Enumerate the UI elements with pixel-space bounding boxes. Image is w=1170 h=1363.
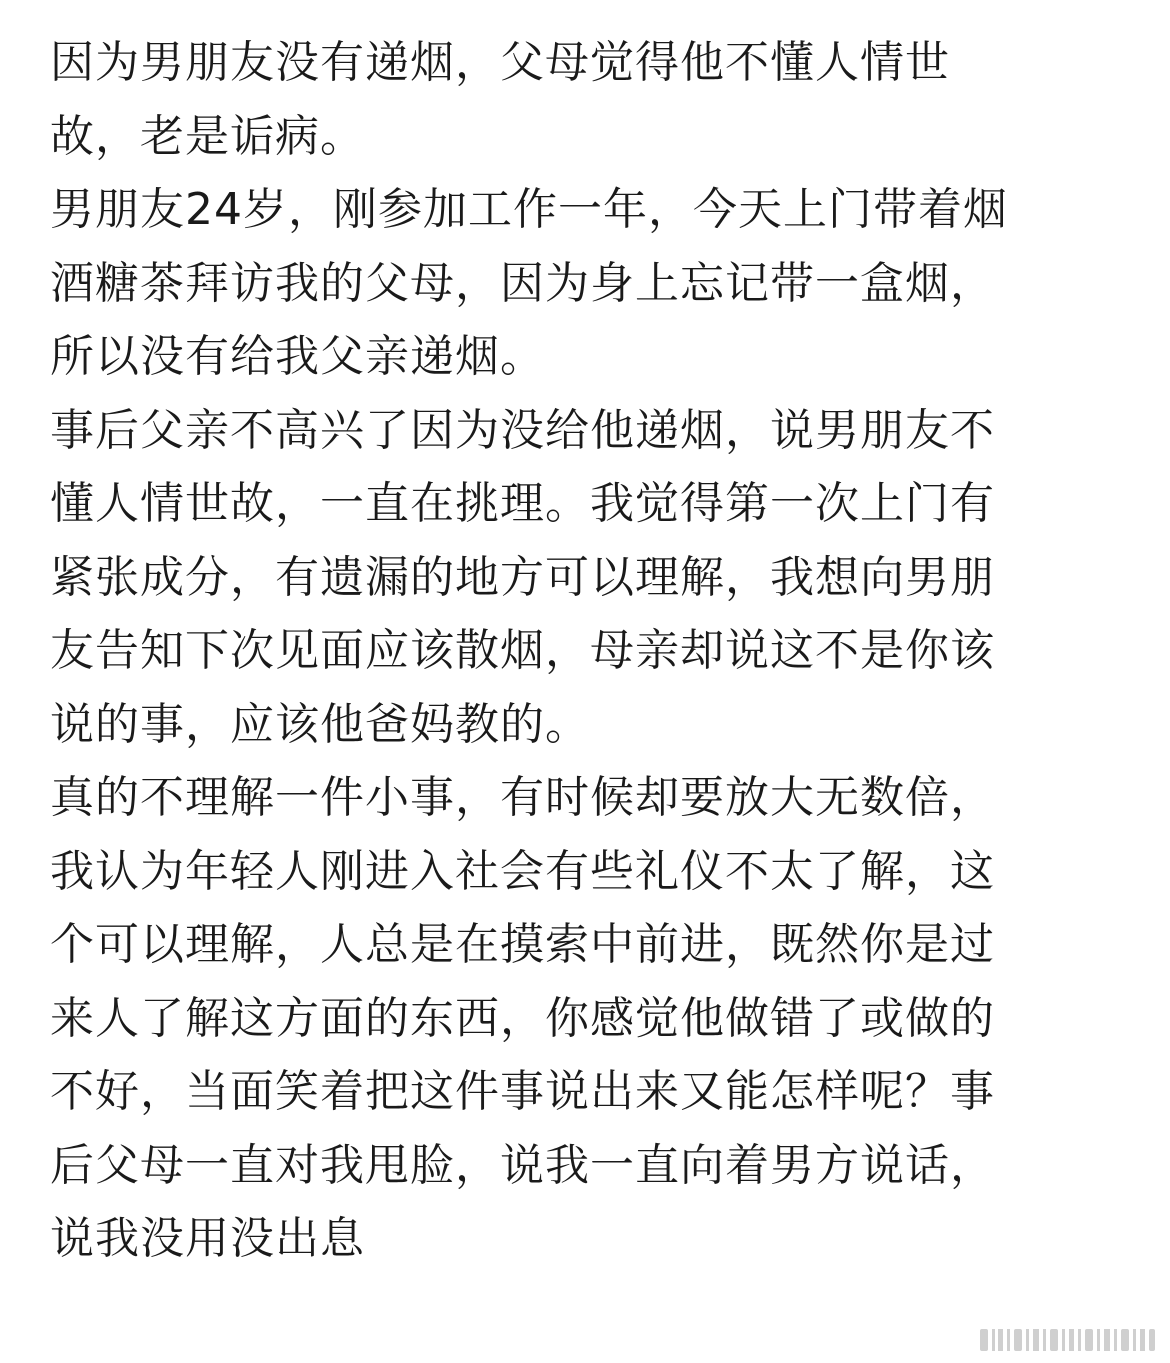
text-line: 来人了解这方面的东西，你感觉他做错了或做的 — [50, 992, 995, 1044]
text-line: 男朋友24岁，刚参加工作一年，今天上门带着烟 — [50, 184, 1008, 235]
text-line: 真的不理解一件小事，有时候却要放大无数倍， — [50, 772, 995, 823]
text-line: 因为男朋友没有递烟，父母觉得他不懂人情世 — [50, 37, 950, 88]
text-line: 紧张成分，有遗漏的地方可以理解，我想向男朋 — [50, 551, 995, 603]
text-line: 后父母一直对我甩脸，说我一直向着男方说话， — [50, 1139, 995, 1191]
text-line: 说的事，应该他爸妈教的。 — [50, 698, 590, 750]
post-body — [50, 26, 1140, 1276]
barcode-watermark-icon — [978, 1325, 1158, 1355]
paragraph-3 — [50, 394, 1140, 762]
paragraph-4 — [50, 761, 1140, 1276]
text-line: 所以没有给我父亲递烟。 — [50, 331, 545, 382]
text-line: 懂人情世故，一直在挑理。我觉得第一次上门有 — [50, 478, 995, 529]
text-line: 不好，当面笑着把这件事说出来又能怎样呢？事 — [50, 1066, 995, 1117]
paragraph-1 — [50, 26, 1140, 173]
text-line: 友告知下次见面应该散烟，母亲却说这不是你该 — [50, 625, 995, 676]
text-line: 个可以理解，人总是在摸索中前进，既然你是过 — [50, 919, 995, 970]
text-line: 我认为年轻人刚进入社会有些礼仪不太了解，这 — [50, 845, 995, 897]
paragraph-2 — [50, 173, 1140, 394]
text-line: 事后父亲不高兴了因为没给他递烟，说男朋友不 — [50, 404, 995, 456]
text-line: 故，老是诟病。 — [50, 110, 365, 162]
text-line: 说我没用没出息 — [50, 1213, 365, 1264]
text-line: 酒糖茶拜访我的父母，因为身上忘记带一盒烟， — [50, 257, 995, 309]
